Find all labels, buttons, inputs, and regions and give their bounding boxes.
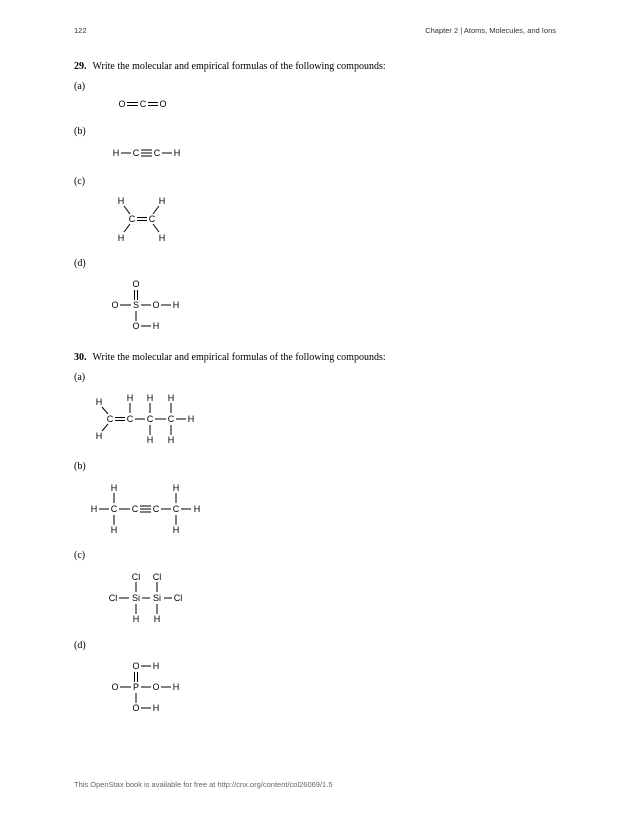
atom-h: H	[95, 431, 103, 441]
bond-single	[153, 224, 159, 232]
atom-h: H	[152, 703, 160, 713]
atom-h: H	[95, 397, 103, 407]
structure-tetrachlorodisilane	[0, 571, 630, 631]
atom-c: C	[131, 504, 139, 514]
question-29	[74, 61, 386, 72]
part-label: (c)	[74, 550, 86, 561]
atom-si: Si	[131, 593, 141, 603]
atom-p: P	[132, 682, 140, 692]
atom-h: H	[187, 414, 195, 424]
bond-single	[102, 407, 108, 414]
atom-o: O	[159, 99, 167, 109]
part-label: (a)	[74, 81, 86, 92]
atom-h: H	[146, 393, 154, 403]
bond-single	[124, 206, 130, 214]
atom-h: H	[152, 661, 160, 671]
structure-2-butyne	[0, 482, 630, 542]
part-label: (c)	[74, 176, 86, 187]
atom-c: C	[126, 414, 134, 424]
footer-note: This OpenStax book is available for free at http://cnx.org/content/col26069/1.5	[74, 780, 333, 789]
atom-h: H	[158, 233, 166, 243]
atom-h: H	[167, 393, 175, 403]
atom-o: O	[118, 99, 126, 109]
atom-o: O	[111, 682, 119, 692]
atom-c: C	[110, 504, 118, 514]
atom-h: H	[153, 614, 161, 624]
atom-h: H	[172, 300, 180, 310]
atom-c: C	[132, 148, 140, 158]
atom-h: H	[90, 504, 98, 514]
atom-o: O	[152, 682, 160, 692]
question-text: Write the molecular and empirical formulas of the following compounds:	[92, 61, 386, 72]
structure-co2	[0, 90, 630, 120]
question-number: 29.	[74, 61, 87, 72]
structure-1-butene	[0, 392, 630, 452]
atom-h: H	[146, 435, 154, 445]
atom-s: S	[132, 300, 140, 310]
bond-single	[102, 424, 108, 431]
atom-cl: Cl	[173, 593, 183, 603]
atom-c: C	[153, 148, 161, 158]
atom-cl: Cl	[152, 572, 162, 582]
atom-c: C	[172, 504, 180, 514]
part-label: (d)	[74, 640, 86, 651]
atom-h: H	[167, 435, 175, 445]
atom-o: O	[132, 703, 140, 713]
part-label: (d)	[74, 258, 86, 269]
page-number: 122	[74, 26, 87, 35]
atom-cl: Cl	[108, 593, 118, 603]
atom-h: H	[173, 148, 181, 158]
part-label: (b)	[74, 461, 86, 472]
bond-single	[153, 206, 159, 214]
atom-h: H	[172, 682, 180, 692]
atom-h: H	[158, 196, 166, 206]
atom-c: C	[152, 504, 160, 514]
part-label: (a)	[74, 372, 86, 383]
atom-h: H	[172, 525, 180, 535]
atom-o: O	[132, 321, 140, 331]
structure-ethylene	[0, 193, 630, 248]
question-text: Write the molecular and empirical formulas of the following compounds:	[92, 352, 386, 363]
atom-o: O	[152, 300, 160, 310]
part-label: (b)	[74, 126, 86, 137]
atom-cl: Cl	[131, 572, 141, 582]
atom-h: H	[172, 483, 180, 493]
atom-h: H	[117, 196, 125, 206]
atom-c: C	[148, 214, 156, 224]
bond-single	[124, 224, 130, 232]
atom-h: H	[110, 525, 118, 535]
structure-sulfuric-acid	[0, 278, 630, 338]
atom-h: H	[126, 393, 134, 403]
structure-acetylene	[0, 140, 630, 170]
atom-c: C	[106, 414, 114, 424]
atom-h: H	[193, 504, 201, 514]
atom-o: O	[132, 661, 140, 671]
atom-o: O	[111, 300, 119, 310]
atom-c: C	[146, 414, 154, 424]
question-number: 30.	[74, 352, 87, 363]
atom-c: C	[128, 214, 136, 224]
atom-o: O	[132, 279, 140, 289]
question-30	[74, 352, 386, 363]
atom-h: H	[117, 233, 125, 243]
atom-h: H	[110, 483, 118, 493]
structure-phosphoric-acid	[0, 660, 630, 720]
atom-c: C	[167, 414, 175, 424]
atom-h: H	[132, 614, 140, 624]
atom-c: C	[139, 99, 147, 109]
atom-h: H	[112, 148, 120, 158]
chapter-header: Chapter 2 | Atoms, Molecules, and Ions	[425, 26, 556, 35]
atom-si: Si	[152, 593, 162, 603]
atom-h: H	[152, 321, 160, 331]
